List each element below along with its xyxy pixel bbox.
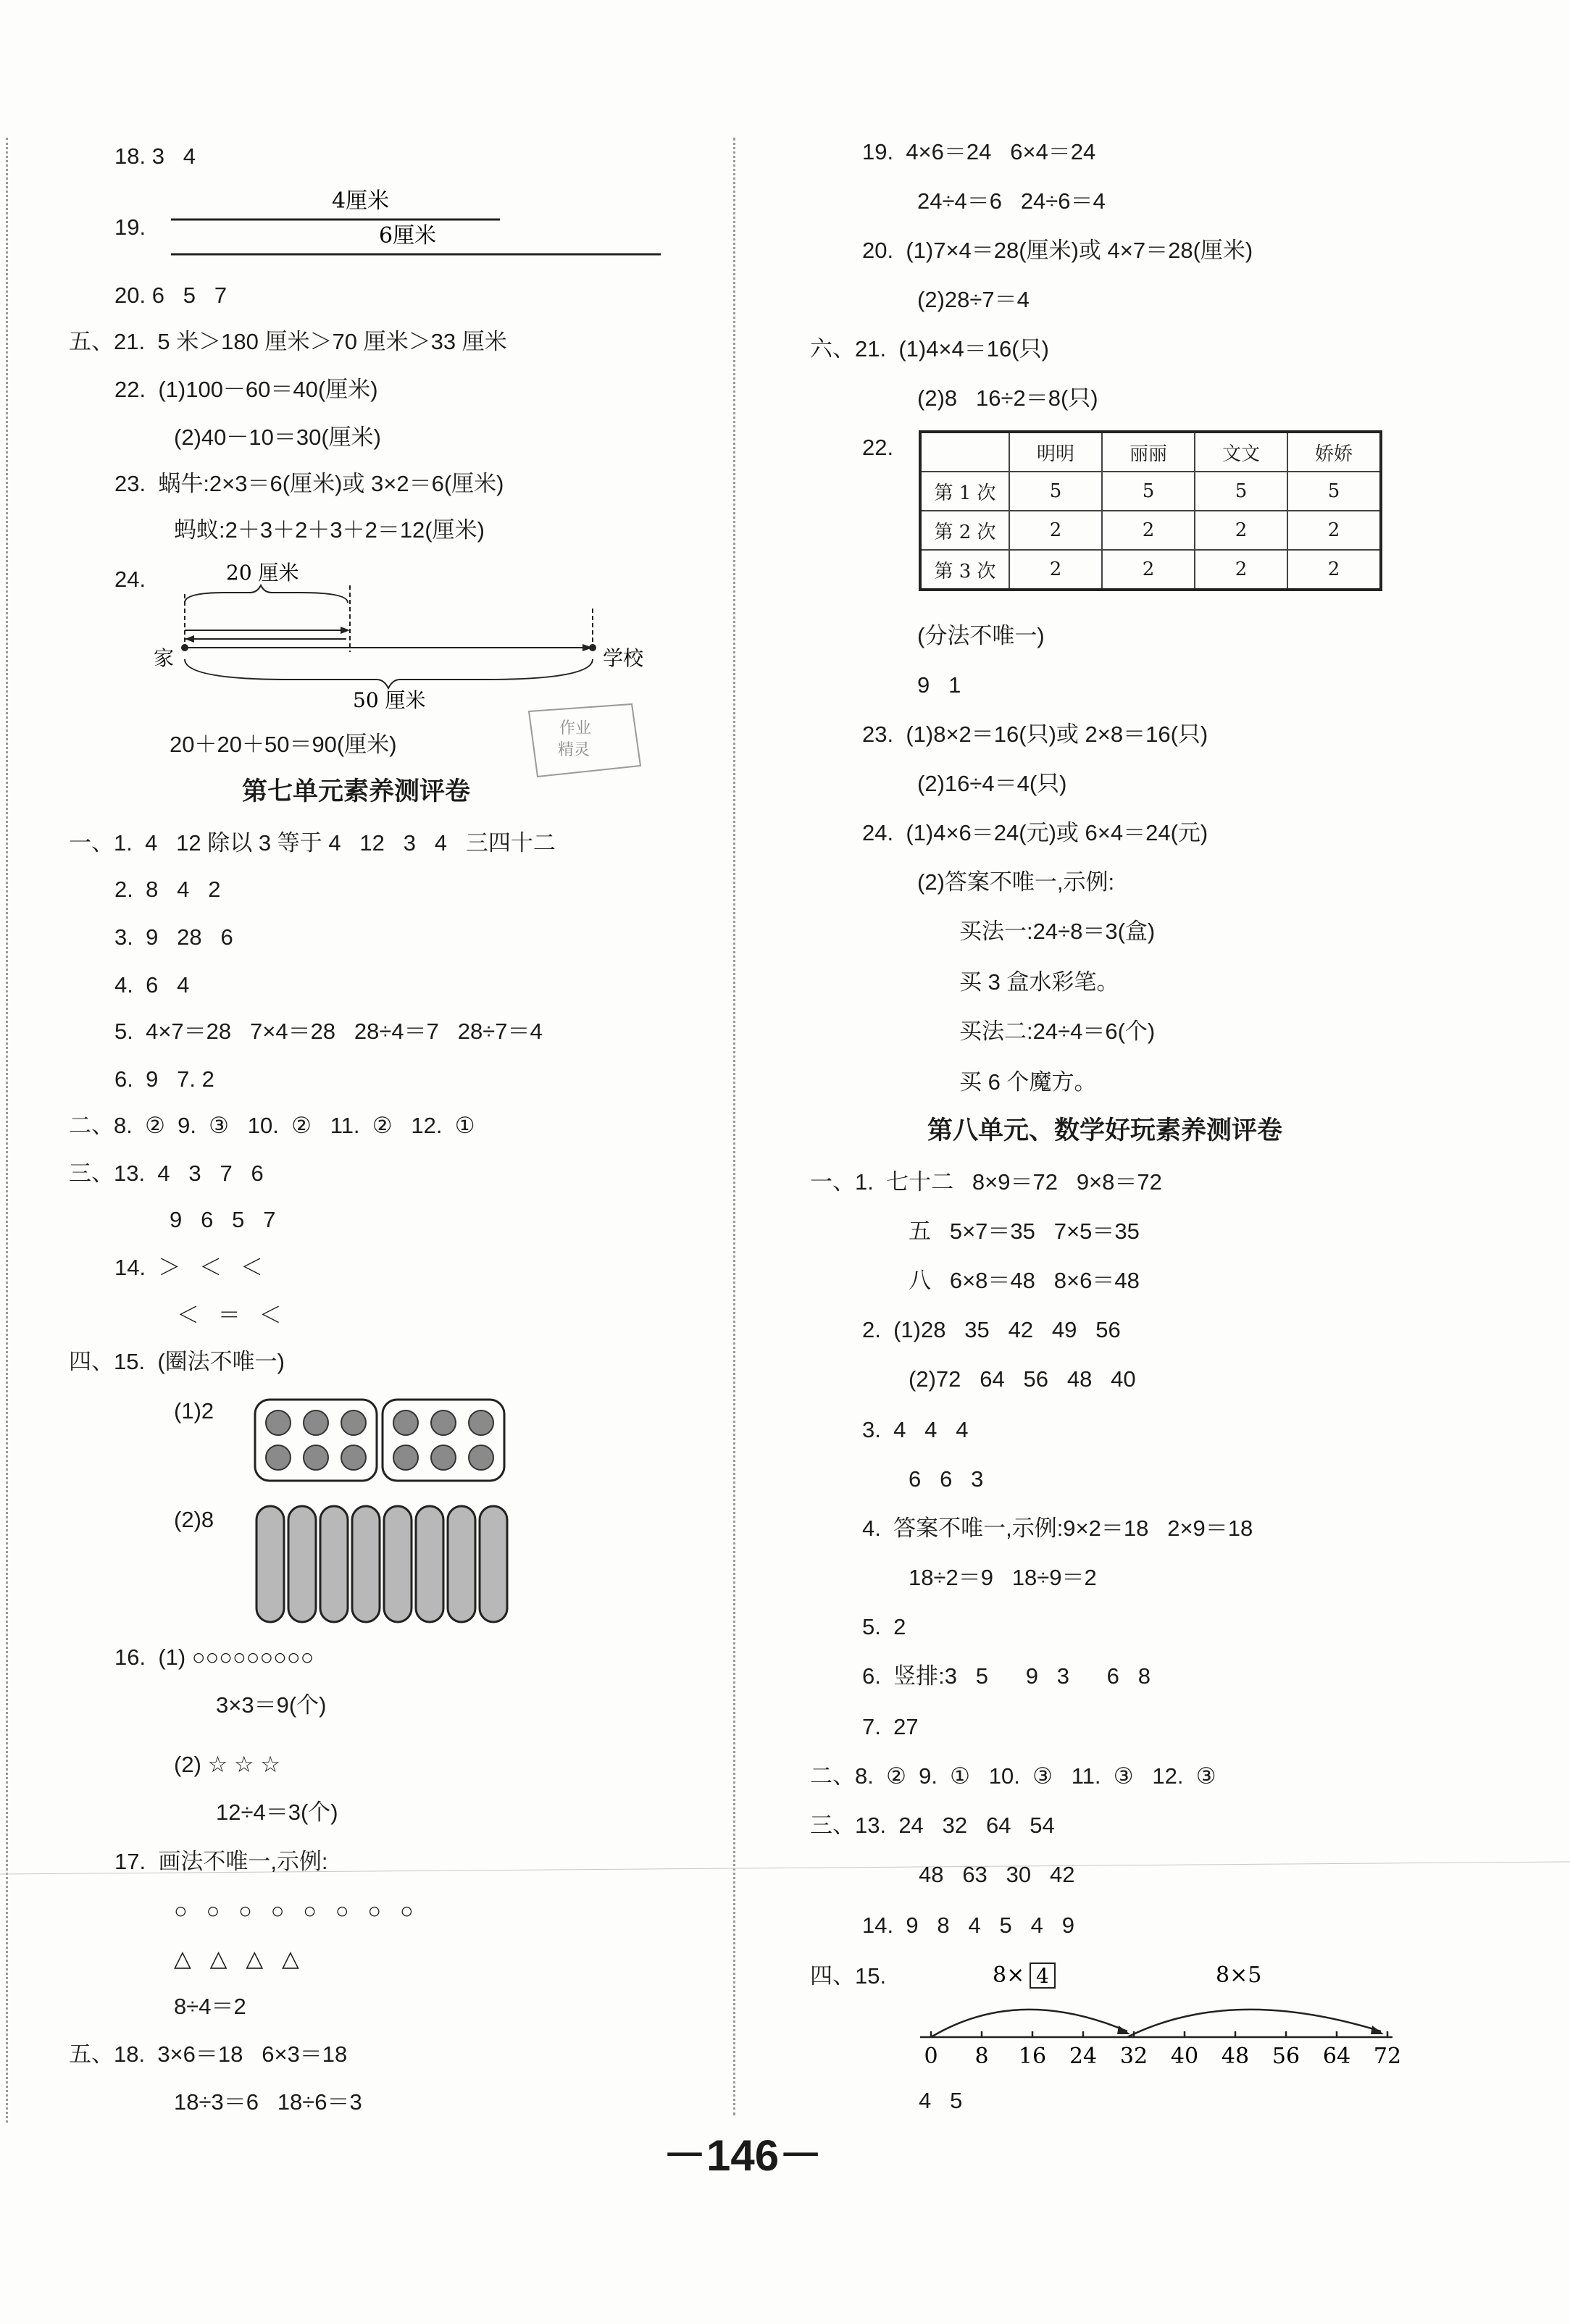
u7-answer-15-2: (2)8: [174, 1507, 214, 1532]
u8-answer-1b: 五 5×7＝35 7×5＝35: [909, 1219, 1140, 1244]
r-answer-24b: (2)答案不唯一,示例:: [917, 869, 1115, 895]
answer-18: 18. 3 4: [114, 143, 196, 169]
table-cell: 2: [1009, 550, 1102, 590]
u8-answer-4b: 18÷2＝9 18÷9＝2: [909, 1565, 1097, 1590]
left-margin-line: [6, 138, 8, 2123]
table-cell: 2: [1287, 550, 1381, 590]
u7-answer-1: 一、1. 4 12 除以 3 等于 4 12 3 4 三四十二: [69, 830, 556, 856]
u8-answer-8: 二、8. ② 9. ① 10. ③ 11. ③ 12. ③: [810, 1763, 1216, 1789]
u7-answer-14: 14. ＞ ＜ ＜: [114, 1255, 263, 1280]
segment-6cm-label: 6厘米: [379, 223, 437, 248]
u8-answer-15: 四、15.: [810, 1963, 887, 1989]
u8-answer-7: 7. 27: [862, 1714, 919, 1739]
answer-23b: 蚂蚁:2＋3＋2＋3＋2＝12(厘米): [174, 517, 485, 543]
r-answer-19b: 24÷4＝6 24÷6＝4: [917, 188, 1106, 214]
star-groups: [254, 1503, 522, 1626]
answer-24-eq: 20＋20＋50＝90(厘米): [170, 732, 397, 757]
r-answer-21b: (2)8 16÷2＝8(只): [917, 385, 1098, 411]
u8-answer-2b: (2)72 64 56 48 40: [909, 1366, 1136, 1392]
answer-24-label: 24.: [114, 567, 146, 592]
u7-answer-3: 3. 9 28 6: [114, 924, 233, 950]
r-answer-24c: 买法一:24÷8＝3(盒): [959, 919, 1156, 944]
r-answer-23b: (2)16÷4＝4(只): [917, 771, 1067, 796]
unit8-title: 第八单元、数学好玩素养测评卷: [927, 1116, 1283, 1145]
u8-answer-3: 3. 4 4 4: [862, 1417, 969, 1442]
number-line-tick-label: 16: [1018, 2044, 1047, 2069]
u8-answer-14: 14. 9 8 4 5 4 9: [862, 1913, 1074, 1938]
school-label: 学校: [603, 646, 644, 670]
table-header-cell: 丽丽: [1102, 432, 1195, 472]
number-line-tick-label: 64: [1322, 2044, 1351, 2069]
u8-answer-15-ans: 4 5: [919, 2088, 963, 2113]
number-line-tick-label: 48: [1221, 2044, 1250, 2069]
u8-answer-1: 一、1. 七十二 8×9＝72 9×8＝72: [810, 1169, 1162, 1195]
r-answer-23: 23. (1)8×2＝16(只)或 2×8＝16(只): [862, 722, 1208, 747]
u7-answer-16: 16. (1) ○○○○○○○○○: [114, 1644, 314, 1670]
r-answer-20: 20. (1)7×4＝28(厘米)或 4×7＝28(厘米): [862, 238, 1253, 263]
number-line-tick-label: 56: [1272, 2044, 1300, 2069]
page-number: －146－: [663, 2131, 823, 2180]
jump-arrow-right: [1127, 2010, 1381, 2037]
number-line-tick-label: 24: [1069, 2044, 1098, 2069]
u7-answer-2: 2. 8 4 2: [114, 877, 221, 902]
table-header-cell: 明明: [1009, 432, 1102, 472]
route-50cm-label: 50 厘米: [353, 688, 426, 712]
table-header-cell: 文文: [1195, 432, 1287, 472]
u8-answer-13b: 48 63 30 42: [919, 1862, 1075, 1887]
u8-answer-5: 5. 2: [862, 1614, 906, 1639]
u7-answer-17-circles: ○ ○ ○ ○ ○ ○ ○ ○: [174, 1898, 414, 1923]
r-answer-22-ans: 9 1: [917, 672, 961, 698]
u8-answer-1c: 八 6×8＝48 8×6＝48: [909, 1268, 1140, 1293]
u7-answer-16b: 3×3＝9(个): [216, 1692, 327, 1718]
answer-19-segments: [167, 185, 667, 264]
r-answer-21: 六、21. (1)4×4＝16(只): [810, 336, 1049, 361]
route-diagram: [145, 558, 667, 717]
u7-answer-13: 三、13. 4 3 7 6: [69, 1161, 264, 1186]
unit7-title: 第七单元素养测评卷: [242, 777, 471, 806]
jump-right-label: 8×5: [1216, 1963, 1262, 1988]
u7-answer-17-eq: 8÷4＝2: [174, 1994, 246, 2019]
u7-answer-8: 二、8. ② 9. ③ 10. ② 11. ② 12. ①: [69, 1113, 475, 1138]
table-cell: 第 1 次: [920, 472, 1009, 511]
answer-23: 23. 蜗牛:2×3＝6(厘米)或 3×2＝6(厘米): [114, 471, 504, 496]
route-20cm-label: 20 厘米: [226, 561, 299, 585]
u8-answer-6: 6. 竖排:3 5 9 3 6 8: [862, 1663, 1151, 1689]
u7-answer-14b: ＜ ＝ ＜: [177, 1303, 282, 1328]
r-answer-24f: 买 6 个魔方。: [959, 1069, 1097, 1095]
u7-answer-18: 五、18. 3×6＝18 6×3＝18: [69, 2041, 348, 2067]
table-cell: 2: [1102, 511, 1195, 550]
u7-answer-15: 四、15. (圈法不唯一): [69, 1349, 285, 1374]
u7-answer-15-1: (1)2: [174, 1398, 214, 1424]
jump-left-label: 8×: [993, 1963, 1025, 1988]
number-line-tick-label: 40: [1170, 2044, 1199, 2069]
u7-answer-16c: (2) ☆ ☆ ☆: [174, 1752, 281, 1777]
u7-answer-17: 17. 画法不唯一,示例:: [114, 1849, 328, 1874]
answer-21: 五、21. 5 米＞180 厘米＞70 厘米＞33 厘米: [69, 329, 507, 354]
svg-text:作业: 作业: [559, 719, 592, 737]
answer-20: 20. 6 5 7: [114, 283, 227, 308]
r-answer-24e: 买法二:24÷4＝6(个): [959, 1019, 1156, 1044]
column-divider: [733, 138, 735, 2115]
u8-answer-2: 2. (1)28 35 42 49 56: [862, 1317, 1121, 1342]
table-cell: 2: [1195, 550, 1287, 590]
table-cell: 2: [1102, 550, 1195, 590]
table-cell: 第 2 次: [920, 511, 1009, 550]
table-row: [920, 550, 1381, 590]
table-cell: 5: [1195, 472, 1287, 511]
table-cell: 2: [1287, 511, 1381, 550]
table-cell: 5: [1009, 472, 1102, 511]
u8-answer-13: 三、13. 24 32 64 54: [810, 1813, 1055, 1838]
number-line-tick-label: 72: [1373, 2044, 1402, 2069]
jump-arrow-left: [931, 2010, 1127, 2037]
r-answer-19: 19. 4×6＝24 6×4＝24: [862, 139, 1096, 164]
r-answer-22-note: (分法不唯一): [917, 623, 1045, 648]
u7-answer-13b: 9 6 5 7: [170, 1207, 276, 1232]
table-cell: 5: [1102, 472, 1195, 511]
svg-text:精灵: 精灵: [558, 741, 590, 759]
r-answer-24: 24. (1)4×6＝24(元)或 6×4＝24(元): [862, 820, 1208, 845]
segment-4cm-label: 4厘米: [332, 188, 390, 214]
number-line-tick-label: 8: [974, 2044, 989, 2069]
u8-answer-3b: 6 6 3: [909, 1466, 984, 1492]
table-row: [920, 472, 1381, 511]
table-header-row: [920, 432, 1381, 472]
u7-answer-16d: 12÷4＝3(个): [216, 1800, 338, 1825]
answer-22b: (2)40－10＝30(厘米): [174, 425, 381, 450]
number-line: [920, 1956, 1402, 2069]
r-answer-24d: 买 3 盒水彩笔。: [959, 969, 1119, 995]
answer-box-value: 4: [1036, 1964, 1049, 1988]
number-line-tick-label: 32: [1119, 2044, 1148, 2069]
answer-22: 22. (1)100－60＝40(厘米): [114, 377, 378, 402]
table-header-cell: [920, 432, 1009, 472]
table-row: [920, 511, 1381, 550]
answer-19-label: 19.: [114, 214, 146, 240]
table-cell: 第 3 次: [920, 550, 1009, 590]
number-line-tick-label: 0: [924, 2044, 938, 2069]
r-answer-20b: (2)28÷7＝4: [917, 287, 1030, 312]
r-answer-22-label: 22.: [862, 435, 894, 460]
u7-answer-18b: 18÷3＝6 18÷6＝3: [174, 2089, 362, 2115]
table-cell: 2: [1195, 511, 1287, 550]
table-cell: 2: [1009, 511, 1102, 550]
distribution-table: [919, 430, 1382, 591]
u7-answer-17-triangles: △ △ △ △: [174, 1946, 299, 1971]
home-label: 家: [154, 646, 175, 670]
table-cell: 5: [1287, 472, 1381, 511]
stamp-watermark: [523, 697, 646, 784]
u7-answer-5: 5. 4×7＝28 7×4＝28 28÷4＝7 28÷7＝4: [114, 1019, 543, 1044]
table-header-cell: 娇娇: [1287, 432, 1381, 472]
apple-groups: [252, 1397, 507, 1484]
u7-answer-6: 6. 9 7. 2: [114, 1066, 214, 1092]
u7-answer-4: 4. 6 4: [114, 972, 190, 998]
u8-answer-4: 4. 答案不唯一,示例:9×2＝18 2×9＝18: [862, 1516, 1253, 1541]
